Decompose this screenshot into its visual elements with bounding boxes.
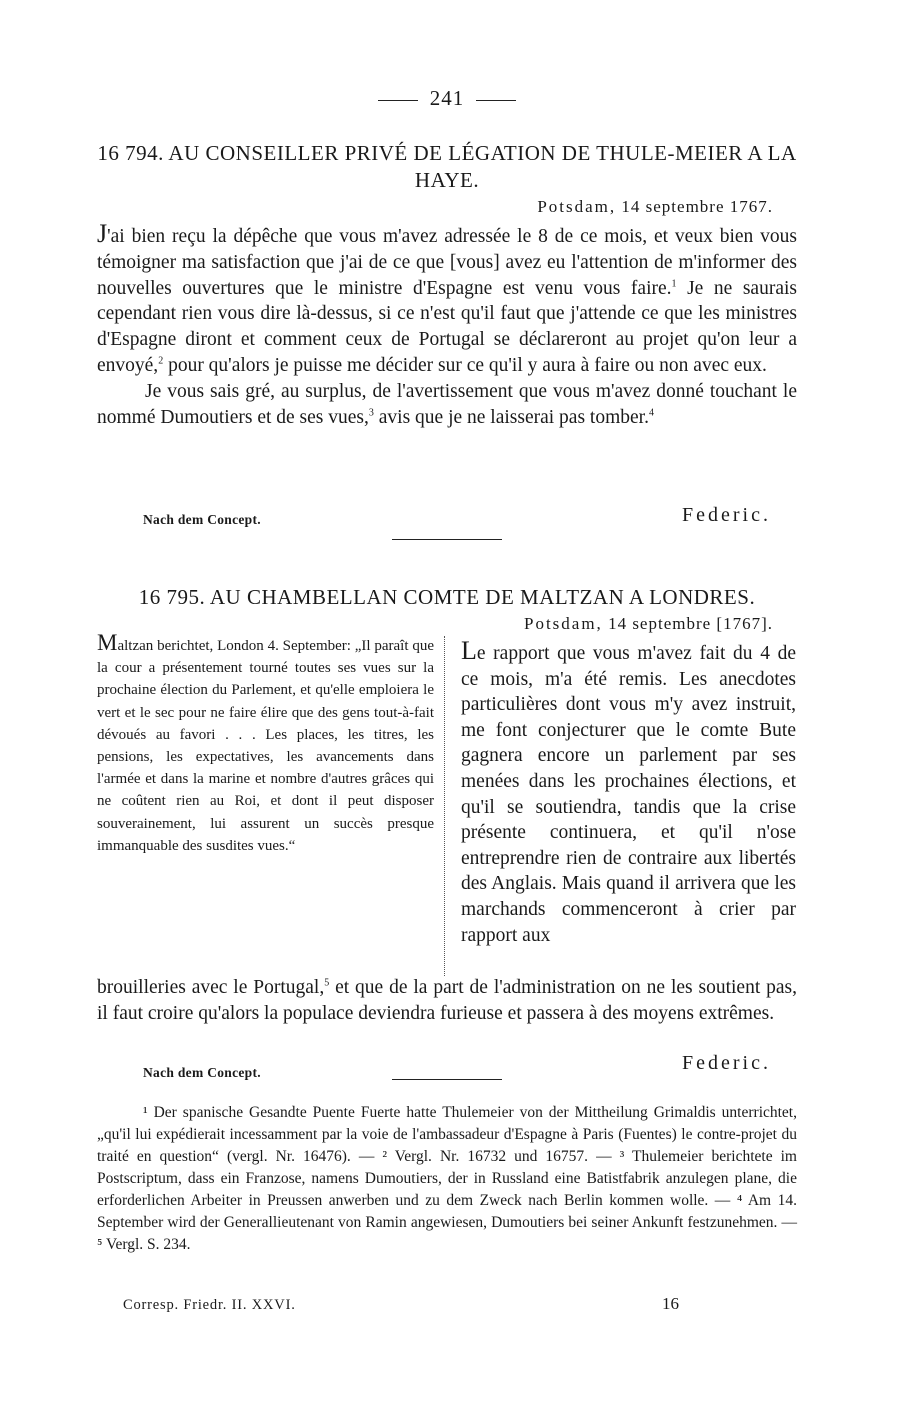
letter1-drop-cap: J: [97, 219, 108, 248]
letter1-text-c: pour qu'alors je puisse me décider sur ce qu'il y aura à faire ou non avec eux.: [168, 354, 767, 376]
letter2-report-summary: [97, 632, 434, 857]
footnote-ref-5: 5: [324, 977, 330, 989]
footnote-ref-4: 4: [648, 407, 654, 419]
letter2-reply: [461, 638, 796, 948]
letter1-body: [97, 221, 797, 430]
letter2-heading: [97, 584, 797, 611]
column-divider: [444, 636, 445, 976]
letter1-paragraph-2: [97, 379, 797, 431]
letter2-two-column: [97, 632, 797, 972]
footnote-ref-3: 3: [368, 407, 374, 419]
footnotes: [97, 1102, 797, 1256]
letter2-signature: Federic.: [682, 1052, 771, 1074]
letter2-number: 16 795.: [138, 585, 206, 609]
letter1-text-d: Je vous sais gré, au surplus, de l'avertissement que vous m'avez donné touchant le nommé Dumoutiers et de ses vues,: [97, 380, 797, 428]
letter2-place: Potsdam,: [524, 614, 603, 633]
letter1-concept: Nach dem Concept.: [143, 512, 261, 527]
sheet-number: 16: [662, 1294, 679, 1313]
page-number: 241: [429, 86, 465, 110]
footnote-ref-1: 1: [671, 278, 677, 290]
header-dash-right: [476, 100, 516, 101]
footnotes-text: ¹ Der spanische Gesandte Puente Fuerte hatte Thulemeier von der Mittheilung Grimaldis unterrichtet, „qu'il lui expédierait incessamment par la voie de l'ambassadeur d'Espagne à Paris (Fuentes) le contre-projet du traité en question“ (vergl. Nr. 16476). — ² Vergl. Nr. 16732 und 16757. — ³ Thulemeier berichtete im Postscriptum, dass ein Franzose, namens Dumoutiers, der in Russland eine Batistfabrik anzulegen plane, die erforderlichen Arbeiter in Preussen anwerben und zu dem Zweck nach Berlin kommen wolle. — ⁴ Am 14. September wird der Generallieutenant von Ramin angewiesen, Dumoutiers bei seiner Ankunft festzunehmen. — ⁵ Vergl. S. 234.: [97, 1104, 797, 1253]
separator-rule-1: [392, 539, 502, 540]
letter1-dateline: [537, 197, 773, 217]
letter2-title: AU CHAMBELLAN COMTE DE MALTZAN A LONDRES.: [209, 585, 756, 609]
letter1-heading: [97, 140, 797, 194]
footnote-ref-2: 2: [158, 355, 164, 367]
letter1-date: 14 septembre 1767.: [621, 197, 773, 216]
continuation-text-b: et que de la part de l'administration on ne les soutient pas, il faut croire qu'alors la populace deviendra furieuse et passera à des moyens extrêmes.: [97, 977, 797, 1024]
letter1-place: Potsdam,: [537, 197, 617, 216]
letter1-title: AU CONSEILLER PRIVÉ DE LÉGATION DE THULE-MEIER A LA HAYE.: [168, 141, 797, 192]
letter1-signature: Federic.: [682, 504, 771, 526]
signature-line: Corresp. Friedr. II. XXVI.: [123, 1297, 296, 1313]
letter2-dateline: [524, 614, 773, 634]
letter1-text-e: avis que je ne laisserai pas tomber.: [378, 406, 649, 428]
letter2-continuation: [97, 975, 797, 1027]
letter2-concept: Nach dem Concept.: [143, 1065, 261, 1080]
header-dash-left: [378, 100, 418, 101]
page-header: [97, 86, 797, 111]
reply-drop-cap: L: [461, 636, 477, 665]
letter1-text-a: 'ai bien reçu la dépêche que vous m'avez adressée le 8 de ce mois, et veux bien vous témoigner ma satisfaction que j'ai de ce que [vous] avez eu l'attention de m'informer des nouvelles ouvertures que le ministre d'Espagne est venu vous faire.: [97, 226, 797, 299]
letter1-number: 16 794.: [97, 141, 164, 165]
letter2-date: 14 septembre [1767].: [608, 614, 773, 633]
continuation-text-a: brouilleries avec le Portugal,: [97, 977, 325, 998]
letter1-text-b: Je ne saurais cependant rien vous dire là-dessus, si ce n'est qu'il faut que j'attende ce que les ministres d'Espagne diront et comment ceux de Portugal se déclareront au projet qu'on leur a envoyé,: [97, 277, 797, 376]
reply-text: e rapport que vous m'avez fait du 4 de ce mois, m'a été remis. Les anecdotes particulières dont vous m'y avez instruit, me font conjecturer que le comte Bute gagnera encore un parlement par ses menées dans les prochaines élections, et qu'il se soutiendra, tandis que la crise présente continuera, et qu'il n'ose entreprendre rien de contraire aux libertés des Anglais. Mais quand il arrivera que les marchands commenceront à crier par rapport aux: [461, 643, 796, 946]
summary-drop-cap: M: [97, 630, 118, 655]
separator-rule-2: [392, 1079, 502, 1080]
summary-text: altzan berichtet, London 4. September: „Il paraît que la cour a présentement tourné toutes ses vues sur la prochaine élection du Parlement, et qu'elle emploiera le vert et le sec pour ne faire élire que des gens tout-à-fait dévoués au favori . . . Les places, les titres, les pensions, les expectatives, les avancements dans l'armée et dans la marine et nombre d'autres grâces qui ne coûtent rien au Roi, et dont il peut disposer souverainement, lui assurent un succès presque immanquable des susdites vues.“: [97, 638, 434, 854]
letter1-paragraph-1: [97, 221, 797, 379]
